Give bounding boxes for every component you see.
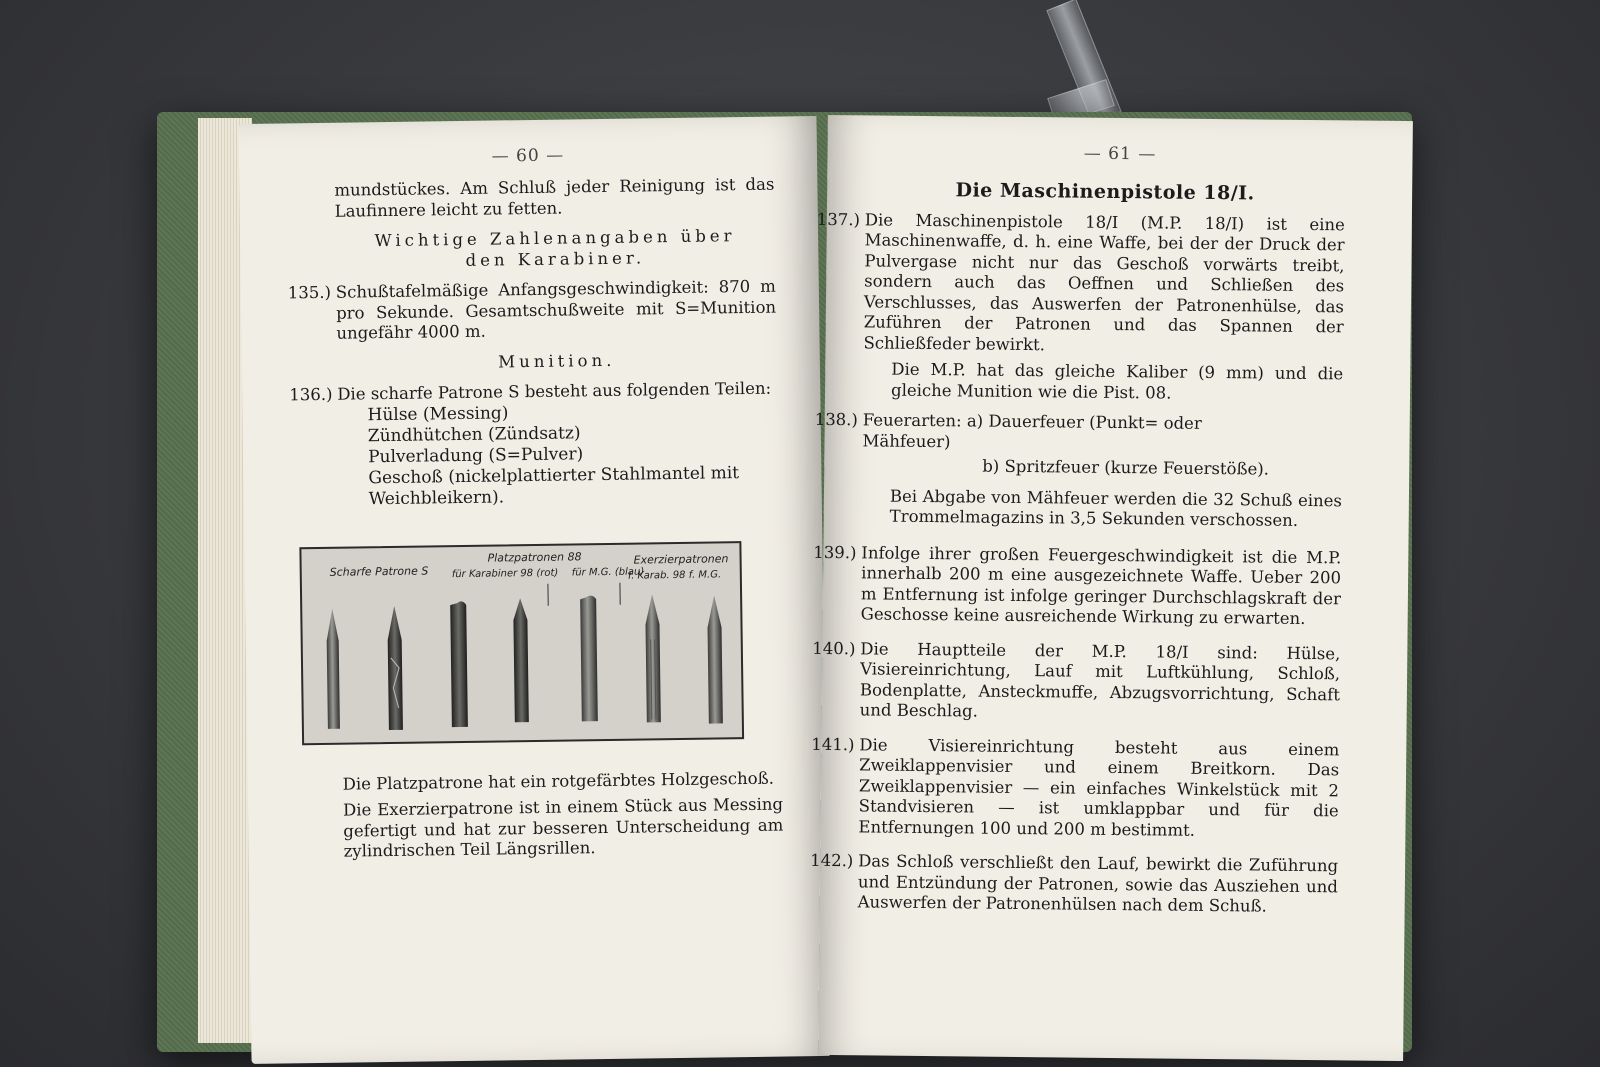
paragraph-137 — [816, 209, 1345, 359]
cartridge-figure — [299, 541, 744, 745]
cartridge-sectioned — [387, 605, 403, 729]
cartridge-sharp — [326, 608, 340, 728]
blank-cartridge-text: Die Platzpatrone hat ein rotgefärbtes Holzgeschoß. — [342, 768, 775, 794]
fire-type-b: b) Spritzfeuer (kurze Feuerstöße). — [982, 456, 1270, 479]
paragraph-text: Infolge ihrer großen Feuergeschwindigkeit ist die M.P. innerhalb 200 m eine ausgezeichnete Waffe. Ueber 200 m Entfernung ist infolge geringer Durchschlagskraft der Geschosse keine ausreichende Wirkung zu erwarten. — [860, 542, 1342, 628]
paragraph-text: Feuerarten: a) Dauerfeuer (Punkt= oder Mähfeuer) — [862, 410, 1202, 451]
list-item: Zündhütchen (Zündsatz) — [367, 422, 581, 446]
right-page — [810, 115, 1413, 1061]
paragraph-text: Die scharfe Patrone S besteht aus folgenden Teilen: — [337, 378, 772, 404]
paragraph-135 — [287, 276, 777, 345]
paragraph-137-continued: Die M.P. hat das gleiche Kaliber (9 mm) und die gleiche Munition wie die Pist. 08. — [890, 359, 1344, 403]
cartridge-drill-carbine — [645, 594, 661, 722]
paragraph-number: 138.) — [814, 409, 859, 430]
paragraph-141 — [811, 734, 1340, 843]
paragraph-138-continued: Bei Abgabe von Mähfeuer werden die 32 Schuß eines Trommelmagazins in 3,5 Sekunden verschossen. — [889, 486, 1343, 530]
figure-label-blank-mg: für M.G. (blau) — [571, 565, 645, 578]
cartridge-blank-mg — [580, 595, 598, 721]
paragraph-139 — [813, 542, 1342, 630]
drill-cartridge-text: Die Exerzierpatrone ist in einem Stück aus Messing gefertigt und hat zur besseren Unterscheidung am zylindrischen Teil Längsrillen. — [342, 794, 784, 861]
chapter-title: Die Maschinenpistole 18/I. — [955, 179, 1255, 205]
munition-title: Munition. — [498, 350, 616, 371]
page-number: — 60 — — [491, 145, 565, 167]
paragraph-text: Die Maschinenpistole 18/I (M.P. 18/I) ist eine Maschinenwaffe, d. h. eine Waffe, bei der der Druck der Pulvergase nicht nur das Geschoß vorwärts treibt, sondern auch das Oeffnen und Schließen des Verschlusses, das Auswerfen der Patronenhülse, das Zuführen der Patronen und das Spannen der Schließfeder bewirkt. — [863, 209, 1345, 354]
cartridge-blank-carbine — [450, 601, 468, 727]
paragraph-text: Schußtafelmäßige Anfangsgeschwindigkeit: 870 m pro Sekunde. Gesamtschußweite mit S=Munition ungefähr 4000 m. — [335, 276, 777, 343]
paragraph-text: Die Visiereinrichtung besteht aus einem Zweiklappenvisier und einem Breitkorn. Das Zweiklappenvisier — ein einfaches Winkelstück mit 2 Standvisieren — ist umklappbar und für die Entfernungen 100 und 200 m bestimmt. — [858, 734, 1340, 840]
cartridge-blank-carbine-2 — [513, 598, 529, 722]
figure-label-sharp: Scharfe Patrone S — [329, 563, 429, 579]
paragraph-text: Die Hauptteile der M.P. 18/I sind: Hülse, Visiereinrichtung, Lauf mit Luftkühlung, Schloß, Bodenplatte, Ansteckmuffe, Abzugsvorrichtung, Schaft und Beschlag. — [859, 638, 1341, 721]
parts-list — [337, 399, 778, 510]
cartridge-drawing — [301, 543, 742, 743]
paragraph-140 — [812, 638, 1341, 726]
paragraph-number: 135.) — [287, 282, 332, 303]
section-title: Wichtige Zahlenangaben über den Karabiner. — [374, 226, 736, 270]
figure-label-drill-sub: f. Karab. 98 f. M.G. — [627, 568, 722, 582]
intro-text: mundstückes. Am Schluß jeder Reinigung ist das Laufinnere leicht zu fetten. — [334, 174, 775, 221]
figure-label-blank-carbine: für Karabiner 98 (rot) — [451, 567, 559, 580]
paragraph-138 — [814, 409, 1342, 456]
paragraph-number: 137.) — [816, 209, 861, 229]
figure-label-blank: Platzpatronen 88 — [487, 549, 582, 565]
paragraph-number: 140.) — [812, 638, 856, 658]
paragraph-number: 141.) — [811, 734, 855, 754]
paragraph-142 — [810, 850, 1339, 918]
paragraph-number: 139.) — [813, 542, 857, 562]
list-item: Pulverladung (S=Pulver) — [367, 443, 584, 467]
left-page — [238, 116, 829, 1064]
paragraph-number: 142.) — [810, 850, 854, 871]
paragraph-text: Das Schloß verschließt den Lauf, bewirkt die Zuführung und Entzündung der Patronen, sowie das Ausziehen und Auswerfen der Patronenhülsen nach dem Schuß. — [857, 851, 1339, 916]
list-item: Hülse (Messing) — [367, 402, 509, 425]
paragraph-number: 136.) — [289, 384, 333, 405]
page-number: — 61 — — [1083, 143, 1157, 165]
list-item: Geschoß (nickelplattierter Stahlmantel mit Weichbleikern). — [368, 462, 740, 509]
cartridge-drill-mg — [707, 595, 723, 723]
figure-label-drill: Exerzierpatronen — [633, 551, 729, 567]
